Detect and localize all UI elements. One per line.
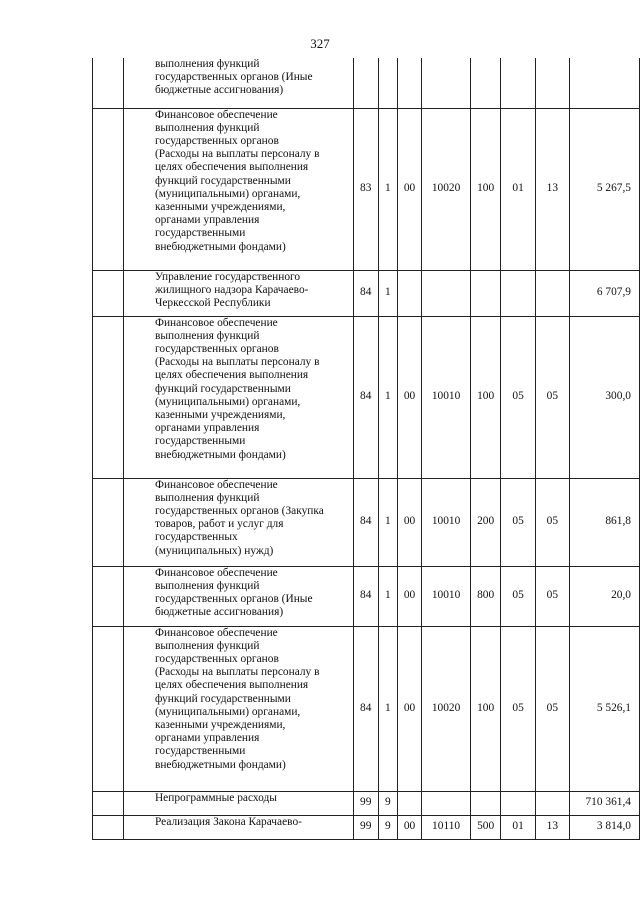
description-line: государственных органов	[154, 134, 279, 147]
description-line: (Расходы на выплаты персоналу в	[154, 356, 320, 369]
description-line: выполнения функций	[154, 121, 260, 134]
cell-program-code	[398, 58, 422, 108]
cell-ministry-code: 84	[353, 316, 378, 478]
cell-ministry-code: 84	[353, 270, 378, 316]
description-line: Финансовое обеспечение	[154, 566, 278, 579]
budget-table-body	[93, 58, 640, 839]
cell-subchapter-code: 13	[536, 815, 569, 839]
row-margin-cell	[93, 815, 124, 839]
cell-subchapter-code: 05	[536, 316, 569, 478]
description-line: выполнения функций	[154, 491, 260, 504]
cell-target-code	[421, 270, 470, 316]
cell-ministry-code: 99	[353, 815, 378, 839]
cell-ministry-code	[353, 58, 378, 108]
description-line: государственными	[154, 435, 246, 448]
row-margin-cell	[93, 316, 124, 478]
row-description	[123, 316, 353, 478]
description-line: функций государственными	[154, 692, 291, 705]
cell-ministry-code: 83	[353, 108, 378, 270]
cell-target-code: 10110	[421, 815, 470, 839]
cell-expense-type-code: 800	[471, 566, 501, 626]
cell-section-code: 1	[378, 270, 398, 316]
cell-program-code: 00	[398, 108, 422, 270]
description-line: органами управления	[154, 422, 260, 435]
description-line: внебюджетными фондами)	[154, 448, 286, 461]
cell-section-code: 1	[378, 566, 398, 626]
cell-section-code: 9	[378, 815, 398, 839]
row-description	[123, 566, 353, 626]
cell-ministry-code: 99	[353, 791, 378, 815]
budget-table	[92, 58, 640, 840]
description-line: казенными учреждениями,	[154, 718, 286, 731]
table-row	[93, 791, 640, 815]
cell-chapter-code: 01	[500, 108, 535, 270]
description-line: внебюджетными фондами)	[154, 758, 286, 771]
cell-program-code: 00	[398, 478, 422, 566]
cell-subchapter-code: 05	[536, 478, 569, 566]
cell-section-code	[378, 58, 398, 108]
cell-subchapter-code	[536, 58, 569, 108]
row-description	[123, 108, 353, 270]
table-row	[93, 478, 640, 566]
description-line: бюджетные ассигнования)	[154, 606, 284, 619]
row-description	[123, 270, 353, 316]
row-margin-cell	[93, 566, 124, 626]
cell-amount: 710 361,4	[569, 791, 640, 815]
description-line: государственных органов (Иные	[154, 592, 313, 605]
cell-chapter-code	[500, 270, 535, 316]
table-row	[93, 626, 640, 791]
table-row	[93, 815, 640, 839]
description-line: целях обеспечения выполнения	[154, 369, 309, 382]
description-line: Непрограммные расходы	[154, 791, 277, 804]
cell-expense-type-code: 100	[471, 626, 501, 791]
row-margin-cell	[93, 270, 124, 316]
cell-program-code: 00	[398, 316, 422, 478]
description-line: (Расходы на выплаты персоналу в	[154, 148, 320, 161]
page-number: 327	[310, 36, 330, 51]
cell-expense-type-code	[471, 58, 501, 108]
cell-section-code: 9	[378, 791, 398, 815]
cell-section-code: 1	[378, 626, 398, 791]
cell-program-code: 00	[398, 626, 422, 791]
description-line: внебюджетными фондами)	[154, 240, 286, 253]
cell-program-code	[398, 270, 422, 316]
cell-amount: 300,0	[569, 316, 640, 478]
row-margin-cell	[93, 791, 124, 815]
row-margin-cell	[93, 58, 124, 108]
description-line: государственными	[154, 745, 246, 758]
description-line: Финансовое обеспечение	[154, 626, 278, 639]
cell-chapter-code: 05	[500, 478, 535, 566]
cell-chapter-code: 05	[500, 626, 535, 791]
cell-amount: 3 814,0	[569, 815, 640, 839]
description-line: органами управления	[154, 732, 260, 745]
cell-program-code: 00	[398, 815, 422, 839]
description-line: Финансовое обеспечение	[154, 316, 278, 329]
cell-chapter-code	[500, 58, 535, 108]
table-row	[93, 270, 640, 316]
cell-subchapter-code	[536, 791, 569, 815]
cell-target-code: 10010	[421, 316, 470, 478]
cell-target-code: 10020	[421, 108, 470, 270]
description-line: функций государственными	[154, 382, 291, 395]
cell-amount: 6 707,9	[569, 270, 640, 316]
cell-target-code: 10020	[421, 626, 470, 791]
description-line: Финансовое обеспечение	[154, 108, 278, 121]
row-margin-cell	[93, 478, 124, 566]
cell-amount	[569, 58, 640, 108]
description-line: товаров, работ и услуг для	[154, 518, 284, 531]
description-line: (муниципальными) органами,	[154, 705, 301, 718]
row-margin-cell	[93, 626, 124, 791]
cell-subchapter-code	[536, 270, 569, 316]
description-line: органами управления	[154, 214, 260, 227]
table-row	[93, 58, 640, 108]
cell-amount: 20,0	[569, 566, 640, 626]
description-line: государственных органов (Закупка	[154, 504, 324, 517]
cell-chapter-code: 05	[500, 316, 535, 478]
cell-target-code	[421, 791, 470, 815]
row-description	[123, 58, 353, 108]
description-line: бюджетные ассигнования)	[154, 84, 284, 97]
cell-expense-type-code: 100	[471, 108, 501, 270]
cell-section-code: 1	[378, 316, 398, 478]
cell-expense-type-code	[471, 270, 501, 316]
row-description	[123, 791, 353, 815]
row-description	[123, 478, 353, 566]
row-description	[123, 815, 353, 839]
description-line: государственных органов (Иные	[154, 71, 313, 84]
description-line: целях обеспечения выполнения	[154, 679, 309, 692]
description-line: государственных органов	[154, 652, 279, 665]
description-line: целях обеспечения выполнения	[154, 161, 309, 174]
description-line: выполнения функций	[154, 579, 260, 592]
cell-ministry-code: 84	[353, 626, 378, 791]
table-row	[93, 108, 640, 270]
description-line: казенными учреждениями,	[154, 408, 286, 421]
cell-expense-type-code: 500	[471, 815, 501, 839]
cell-ministry-code: 84	[353, 566, 378, 626]
cell-program-code: 00	[398, 566, 422, 626]
cell-amount: 5 267,5	[569, 108, 640, 270]
cell-target-code: 10010	[421, 478, 470, 566]
cell-subchapter-code: 13	[536, 108, 569, 270]
description-line: Управление государственного	[154, 270, 301, 283]
cell-target-code: 10010	[421, 566, 470, 626]
cell-subchapter-code: 05	[536, 566, 569, 626]
row-margin-cell	[93, 108, 124, 270]
cell-expense-type-code	[471, 791, 501, 815]
description-line: государственных	[154, 531, 238, 544]
description-line: Реализация Закона Карачаево-	[154, 815, 302, 828]
cell-program-code	[398, 791, 422, 815]
row-description	[123, 626, 353, 791]
cell-chapter-code: 01	[500, 815, 535, 839]
description-line: выполнения функций	[154, 58, 260, 70]
description-line: (Расходы на выплаты персоналу в	[154, 666, 320, 679]
description-line: государственными	[154, 227, 246, 240]
cell-section-code: 1	[378, 478, 398, 566]
cell-amount: 5 526,1	[569, 626, 640, 791]
cell-target-code	[421, 58, 470, 108]
description-line: (муниципальными) органами,	[154, 187, 301, 200]
cell-chapter-code: 05	[500, 566, 535, 626]
description-line: функций государственными	[154, 174, 291, 187]
cell-expense-type-code: 200	[471, 478, 501, 566]
cell-amount: 861,8	[569, 478, 640, 566]
description-line: выполнения функций	[154, 639, 260, 652]
description-line: (муниципальных) нужд)	[154, 544, 274, 557]
cell-ministry-code: 84	[353, 478, 378, 566]
description-line: (муниципальными) органами,	[154, 395, 301, 408]
table-row	[93, 316, 640, 478]
cell-expense-type-code: 100	[471, 316, 501, 478]
table-row	[93, 566, 640, 626]
description-line: казенными учреждениями,	[154, 200, 286, 213]
cell-chapter-code	[500, 791, 535, 815]
description-line: Черкесской Республики	[154, 296, 271, 309]
cell-section-code: 1	[378, 108, 398, 270]
description-line: выполнения функций	[154, 329, 260, 342]
description-line: Финансовое обеспечение	[154, 478, 278, 491]
cell-subchapter-code: 05	[536, 626, 569, 791]
description-line: государственных органов	[154, 342, 279, 355]
description-line: жилищного надзора Карачаево-	[154, 283, 309, 296]
